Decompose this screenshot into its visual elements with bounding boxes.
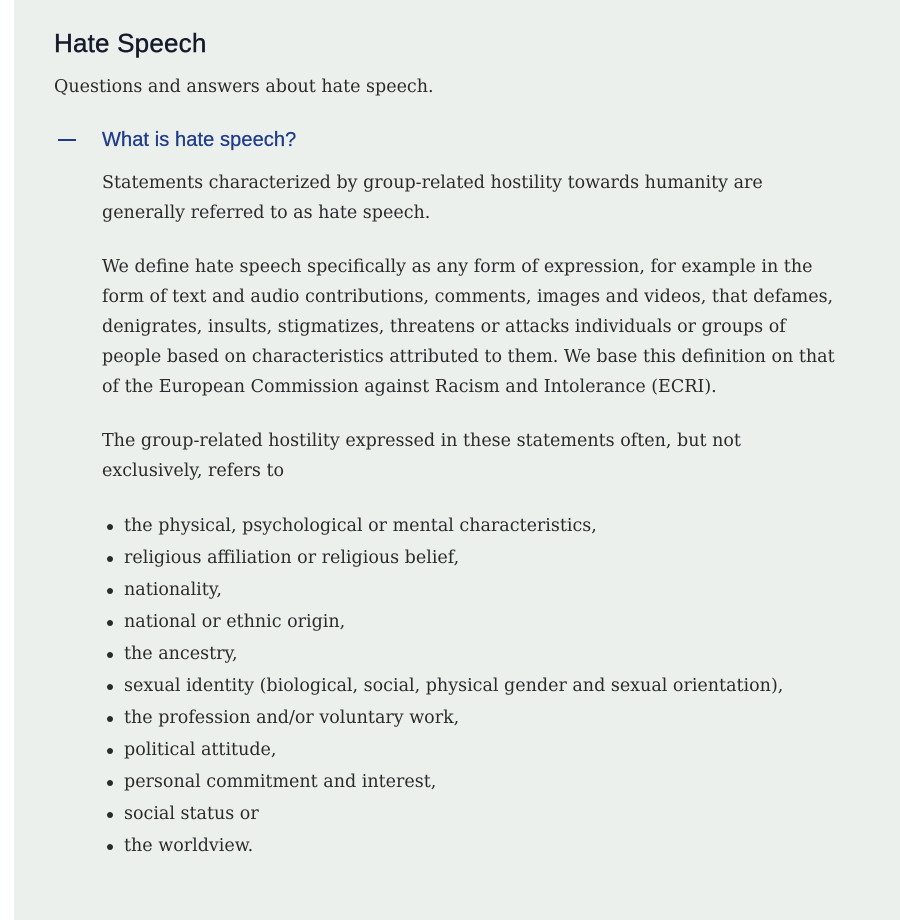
answer-paragraph: We define hate speech specifically as any form of expression, for example in the form of text and audio contributions, comments, images and videos, that defames, denigrates, insults, stigmatizes, threatens or attacks individuals or groups of people based on characteristics attributed to them. We base this definition on that of the European Commission against Racism and Intolerance (ECRI). [102,257,835,397]
answer-paragraph: Statements characterized by group-related hostility towards humanity are generally referred to as hate speech. [102,173,763,223]
page-subtitle: Questions and answers about hate speech. [54,77,434,97]
answer-paragraph: The group-related hostility expressed in these statements often, but not exclusively, refers to [102,431,741,481]
list-item: personal commitment and interest, [124,766,837,798]
list-item: religious affiliation or religious belief, [124,542,837,574]
list-item: the worldview. [124,830,837,862]
faq-answer [102,168,837,862]
list-item: the profession and/or voluntary work, [124,702,837,734]
list-item: national or ethnic origin, [124,606,837,638]
list-item: social status or [124,798,837,830]
list-item: political attitude, [124,734,837,766]
page-title: Hate Speech [54,28,207,58]
list-item: the physical, psychological or mental characteristics, [124,510,837,542]
list-item: sexual identity (biological, social, physical gender and sexual orientation), [124,670,837,702]
list-item: the ancestry, [124,638,837,670]
faq-panel [14,0,900,920]
faq-question[interactable]: What is hate speech? [102,128,297,151]
minus-icon[interactable] [58,139,76,141]
characteristics-list [102,510,837,862]
faq-item-what-is-hate-speech [54,124,874,862]
faq-toggle-button[interactable] [54,124,874,156]
list-item: nationality, [124,574,837,606]
